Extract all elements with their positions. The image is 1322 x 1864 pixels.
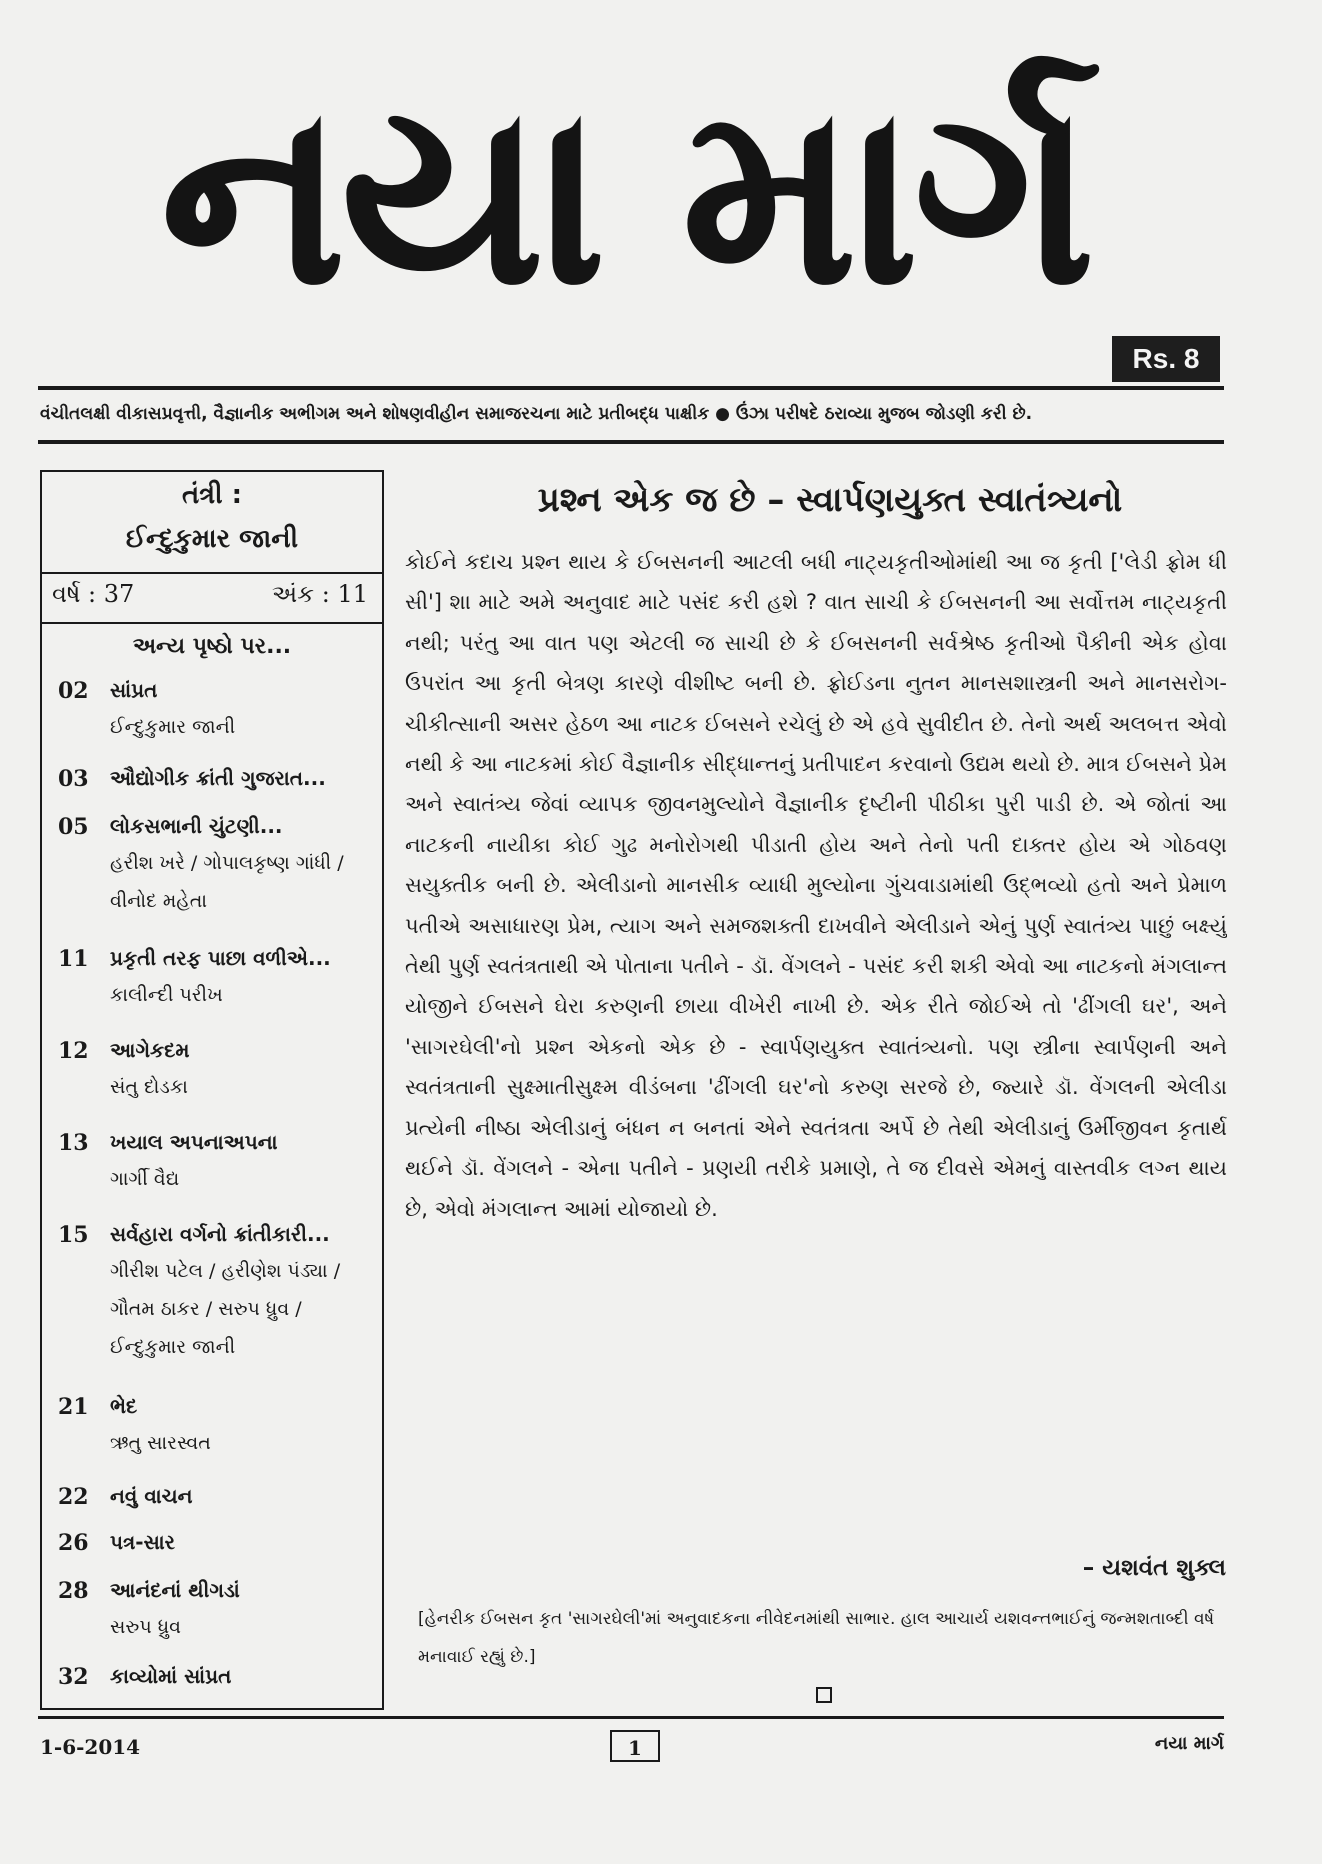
article-note: [હેનરીક ઈબસન કૃત 'સાગરઘેલી'માં અનુવાદકના નીવેદનમાંથી સાભાર. હાલ આચાર્ય યશવન્તભાઈનું જન્મશતાબ્દી વર્ષ મનાવાઈ રહ્યું છે.] [418, 1609, 1215, 1667]
toc-title: લોકસભાની ચુંટણી... [110, 814, 283, 838]
masthead-title: નયા માર્ગ [160, 49, 1090, 340]
toc-page-number: 28 [58, 1578, 89, 1604]
contents-sidebar [40, 470, 384, 1710]
toc-page-number: 05 [58, 814, 89, 840]
toc-author: ઋતુ સારસ્વત [110, 1432, 211, 1454]
sidebar-divider [42, 572, 382, 574]
toc-title: સાંપ્રત [110, 678, 158, 702]
toc-title: ખયાલ અપનાઅપના [110, 1130, 278, 1154]
toc-page-number: 15 [58, 1222, 89, 1248]
toc-title: સર્વહારા વર્ગનો ક્રાંતીકારી... [110, 1222, 330, 1246]
end-mark-icon [816, 1687, 832, 1703]
editor-label: તંત્રી : [181, 480, 243, 510]
toc-author: સંતુ દોડકા [110, 1076, 188, 1098]
article-body: કોઈને કદાચ પ્રશ્ન થાય કે ઈબસનની આટલી બધી નાટ્યકૃતીઓમાંથી આ જ કૃતી ['લેડી ફ્રોમ ધી સી'] શા માટે અમે અનુવાદ માટે પસંદ કરી હશે ? વાત સાચી કે ઈબસનની આ સર્વોત્તમ નાટ્યકૃતી નથી; પરંતુ આ વાત પણ એટલી જ સાચી છે કે ઈબસનની સર્વશ્રેષ્ઠ કૃતીઓ પૈકીની એક હોવા ઉપરાંત આ કૃતી બેત્રણ કારણે વીશીષ્ટ બની છે. ફ્રોઈડના નુતન માનસશાસ્ત્રની અને માનસરોગ-ચીકીત્સાની અસર હેઠળ આ નાટક ઈબસને રચેલું છે એ હવે સુવીદીત છે. તેનો અર્થ અલબત્ત એવો નથી કે આ નાટકમાં કોઈ વૈજ્ઞાનીક સીદ્ધાન્તનું પ્રતીપાદન કરવાનો ઉદ્યમ થયો છે. માત્ર ઈબસને પ્રેમ અને સ્વાતંત્ર્ય જેવાં વ્યાપક જીવનમુલ્યોને વૈજ્ઞાનીક દૃષ્ટીની પીઠીકા પુરી પાડી છે. એ જોતાં આ નાટકની નાયીકા કોઈ ગુઢ મનોરોગથી પીડાતી હોય અને તેનો પતી દાક્તર હોય એ ગોઠવણ સયુક્તીક બની છે. એલીડાનો માનસીક વ્યાધી મુલ્યોના ગુંચવાડામાંથી ઉદ્ભવ્યો હતો અને પ્રેમાળ પતીએ અસાધારણ પ્રેમ, ત્યાગ અને સમજશક્તી દાખવીને એલીડાને એનું પુર્ણ સ્વાતંત્ર્ય પાછું બક્ષ્યું તેથી પુર્ણ સ્વતંત્રતાથી એ પોતાના પતીને - ડૉ. વેંગલને - પસંદ કરી શકી એવો આ નાટકનો મંગલાન્ત યોજીને ઈબસને ઘેરા કરુણની છાયા વીખેરી નાખી છે. એક રીતે જોઈએ તો 'ઢીંગલી ઘર', અને 'સાગરઘેલી'નો પ્રશ્ન એકનો એક છે - સ્વાર્પણયુક્ત સ્વાતંત્ર્યનો. પણ સ્ત્રીના સ્વાર્પણની અને સ્વતંત્રતાની સુક્ષ્માતીસુક્ષ્મ વીડંબના 'ઢીંગલી ઘર'નો કરુણ સરજે છે, જ્યારે ડૉ. વેંગલની એલીડા પ્રત્યેની નીષ્ઠા એલીડાનું બંધન ન બનતાં એને સ્વતંત્રતા અર્પે છે તેથી એલીડાનું ઉર્મીજીવન કૃતાર્થ થઈને ડૉ. વેંગલને - એના પતીને - પ્રણયી તરીકે પ્રમાણે, તે જ દીવસે એમનું વાસ્તવીક લગ્ન થાય છે, એવો મંગલાન્ત આમાં યોજાયો છે. [405, 550, 1227, 1221]
toc-author: હરીશ ખરે / ગોપાલકૃષ્ણ ગાંધી / વીનોદ મહેતા [110, 852, 344, 912]
toc-author: ગાર્ગી વૈદ્ય [110, 1168, 180, 1190]
toc-title: કાવ્યોમાં સાંપ્રત [110, 1664, 232, 1688]
toc-page-number: 26 [58, 1530, 89, 1556]
toc-page-number: 11 [58, 946, 89, 972]
toc-title: નવું વાચન [110, 1484, 193, 1508]
toc-title: પ્રકૃતી તરફ પાછા વળીએ... [110, 946, 331, 970]
footer-divider [38, 1716, 1224, 1719]
toc-author: કાલીન્દી પરીખ [110, 984, 223, 1006]
toc-author: ઈન્દુકુમાર જાની [110, 716, 236, 738]
editor-name: ઈન્દુકુમાર જાની [125, 524, 299, 554]
volume-number: વર્ષ : 37 [52, 580, 135, 608]
toc-title: ઔદ્યોગીક ક્રાંતી ગુજરાત... [110, 766, 326, 790]
toc-page-number: 03 [58, 766, 89, 792]
contents-heading: અન્ય પૃષ્ઠો પર... [132, 634, 292, 659]
toc-page-number: 32 [58, 1664, 89, 1690]
page-number: 1 [610, 1730, 660, 1762]
toc-page-number: 12 [58, 1038, 89, 1064]
article-author: – યશવંત શુક્લ [1082, 1555, 1226, 1581]
toc-title: આગેકદમ [110, 1038, 190, 1062]
top-divider [38, 386, 1224, 390]
toc-title: ભેદ [110, 1394, 138, 1418]
article-title: પ્રશ્ન એક જ છે – સ્વાર્પણયુક્ત સ્વાતંત્ર્યનો [537, 480, 1123, 520]
issue-date: 1-6-2014 [40, 1735, 141, 1759]
toc-title: પત્ર-સાર [110, 1530, 176, 1554]
toc-page-number: 13 [58, 1130, 89, 1156]
toc-page-number: 02 [58, 678, 89, 704]
toc-author: ગીરીશ પટેલ / હરીણેશ પંડ્યા / ગૌતમ ઠાકર / સરુપ ધ્રુવ / ઈન્દુકુમાર જાની [110, 1260, 341, 1358]
toc-page-number: 22 [58, 1484, 89, 1510]
price-badge: Rs. 8 [1112, 336, 1220, 382]
tagline: વંચીતલક્ષી વીકાસપ્રવૃત્તી, વૈજ્ઞાનીક અભીગમ અને શોષણવીહીન સમાજરચના માટે પ્રતીબદ્ધ પાક્ષીક ● ઉંઝા પરીષદે ઠરાવ્યા મુજબ જોડણી કરી છે. [40, 404, 1033, 424]
toc-author: સરુપ ધ્રુવ [110, 1616, 181, 1638]
issue-number: અંક : 11 [271, 580, 368, 608]
toc-title: આનંદનાં થીગડાં [110, 1578, 240, 1602]
toc-page-number: 21 [58, 1394, 89, 1420]
header-divider [38, 440, 1224, 444]
footer-publication-name: નયા માર્ગ [1154, 1733, 1224, 1754]
sidebar-divider [42, 622, 382, 624]
